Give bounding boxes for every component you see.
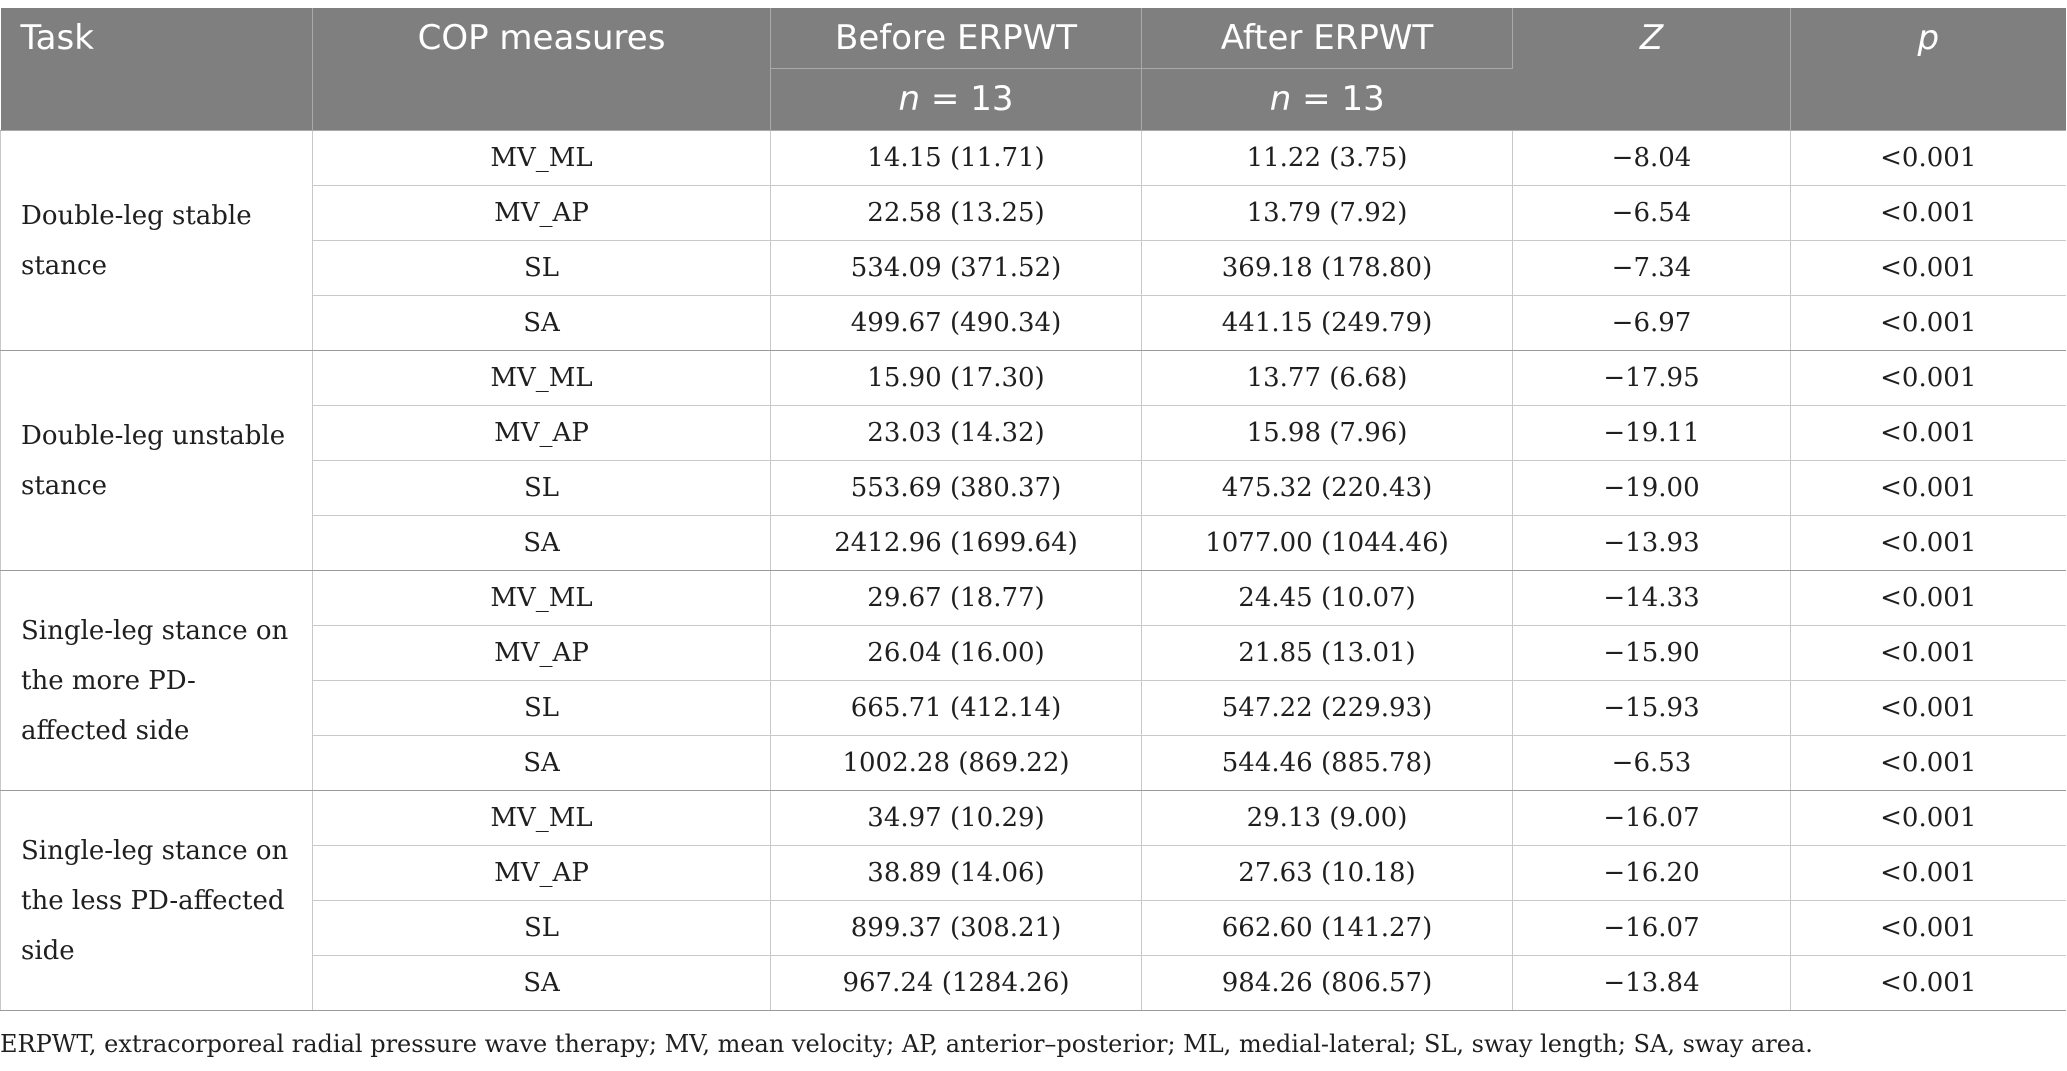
z-value-cell: −19.11: [1513, 406, 1791, 461]
after-value-cell: 369.18 (178.80): [1142, 241, 1513, 296]
header-cop-measures: COP measures: [313, 8, 771, 131]
before-value-cell: 553.69 (380.37): [771, 461, 1142, 516]
header-before-n: [771, 69, 1142, 131]
table-footnote: ERPWT, extracorporeal radial pressure wave therapy; MV, mean velocity; AP, anterior–posterior; ML, medial-lateral; SL, sway length; SA, sway area.: [0, 1030, 1813, 1058]
header-row-1: [1, 8, 2066, 69]
table-row: [1, 351, 2066, 406]
before-value-cell: 14.15 (11.71): [771, 131, 1142, 186]
cop-measure-cell: SA: [313, 516, 771, 571]
cop-measure-cell: SL: [313, 461, 771, 516]
header-before: Before ERPWT: [771, 8, 1142, 69]
before-value-cell: 899.37 (308.21): [771, 901, 1142, 956]
p-value-cell: <0.001: [1791, 901, 2066, 956]
table-row: [1, 131, 2066, 186]
z-value-cell: −6.54: [1513, 186, 1791, 241]
n-value: = 13: [920, 79, 1014, 119]
before-value-cell: 534.09 (371.52): [771, 241, 1142, 296]
z-value-cell: −13.93: [1513, 516, 1791, 571]
z-value-cell: −16.07: [1513, 791, 1791, 846]
table-body: [1, 131, 2066, 1011]
p-value-cell: <0.001: [1791, 406, 2066, 461]
n-variable: n: [898, 79, 921, 119]
results-table: [0, 8, 2066, 1011]
n-value: = 13: [1291, 79, 1385, 119]
task-cell: Double-leg stable stance: [1, 131, 313, 351]
before-value-cell: 2412.96 (1699.64): [771, 516, 1142, 571]
cop-measure-cell: MV_AP: [313, 626, 771, 681]
z-value-cell: −17.95: [1513, 351, 1791, 406]
p-value-cell: <0.001: [1791, 736, 2066, 791]
after-value-cell: 475.32 (220.43): [1142, 461, 1513, 516]
cop-measure-cell: SA: [313, 956, 771, 1011]
task-cell: Single-leg stance on the more PD-affected side: [1, 571, 313, 791]
cop-measure-cell: SL: [313, 901, 771, 956]
cop-measure-cell: MV_ML: [313, 571, 771, 626]
header-after: After ERPWT: [1142, 8, 1513, 69]
after-value-cell: 441.15 (249.79): [1142, 296, 1513, 351]
p-value-cell: <0.001: [1791, 186, 2066, 241]
p-value-cell: <0.001: [1791, 956, 2066, 1011]
header-task: Task: [1, 8, 313, 131]
p-value-cell: <0.001: [1791, 461, 2066, 516]
z-value-cell: −16.07: [1513, 901, 1791, 956]
before-value-cell: 665.71 (412.14): [771, 681, 1142, 736]
before-value-cell: 1002.28 (869.22): [771, 736, 1142, 791]
cop-measure-cell: SA: [313, 296, 771, 351]
p-value-cell: <0.001: [1791, 681, 2066, 736]
cop-measure-cell: MV_AP: [313, 186, 771, 241]
table-header: [1, 8, 2066, 131]
p-value-cell: <0.001: [1791, 516, 2066, 571]
z-value-cell: −15.90: [1513, 626, 1791, 681]
cop-measure-cell: SA: [313, 736, 771, 791]
cop-measure-cell: MV_AP: [313, 846, 771, 901]
p-value-cell: <0.001: [1791, 296, 2066, 351]
z-value-cell: −13.84: [1513, 956, 1791, 1011]
p-value-cell: <0.001: [1791, 571, 2066, 626]
p-value-cell: <0.001: [1791, 846, 2066, 901]
after-value-cell: 15.98 (7.96): [1142, 406, 1513, 461]
after-value-cell: 13.79 (7.92): [1142, 186, 1513, 241]
task-cell: Single-leg stance on the less PD-affected side: [1, 791, 313, 1011]
table-row: [1, 791, 2066, 846]
after-value-cell: 13.77 (6.68): [1142, 351, 1513, 406]
header-z: Z: [1513, 8, 1791, 131]
after-value-cell: 662.60 (141.27): [1142, 901, 1513, 956]
cop-measure-cell: MV_ML: [313, 351, 771, 406]
p-value-cell: <0.001: [1791, 351, 2066, 406]
n-variable: n: [1269, 79, 1292, 119]
before-value-cell: 499.67 (490.34): [771, 296, 1142, 351]
after-value-cell: 27.63 (10.18): [1142, 846, 1513, 901]
after-value-cell: 24.45 (10.07): [1142, 571, 1513, 626]
cop-measure-cell: SL: [313, 681, 771, 736]
table-row: [1, 571, 2066, 626]
p-value-cell: <0.001: [1791, 626, 2066, 681]
cop-measure-cell: SL: [313, 241, 771, 296]
results-table-container: [0, 8, 2067, 1011]
z-value-cell: −16.20: [1513, 846, 1791, 901]
cop-measure-cell: MV_ML: [313, 131, 771, 186]
z-value-cell: −19.00: [1513, 461, 1791, 516]
before-value-cell: 34.97 (10.29): [771, 791, 1142, 846]
after-value-cell: 547.22 (229.93): [1142, 681, 1513, 736]
cop-measure-cell: MV_AP: [313, 406, 771, 461]
after-value-cell: 544.46 (885.78): [1142, 736, 1513, 791]
after-value-cell: 11.22 (3.75): [1142, 131, 1513, 186]
z-value-cell: −6.53: [1513, 736, 1791, 791]
z-value-cell: −14.33: [1513, 571, 1791, 626]
cop-measure-cell: MV_ML: [313, 791, 771, 846]
before-value-cell: 29.67 (18.77): [771, 571, 1142, 626]
before-value-cell: 22.58 (13.25): [771, 186, 1142, 241]
p-value-cell: <0.001: [1791, 241, 2066, 296]
after-value-cell: 21.85 (13.01): [1142, 626, 1513, 681]
z-value-cell: −6.97: [1513, 296, 1791, 351]
after-value-cell: 29.13 (9.00): [1142, 791, 1513, 846]
p-value-cell: <0.001: [1791, 791, 2066, 846]
before-value-cell: 15.90 (17.30): [771, 351, 1142, 406]
z-value-cell: −15.93: [1513, 681, 1791, 736]
after-value-cell: 1077.00 (1044.46): [1142, 516, 1513, 571]
before-value-cell: 26.04 (16.00): [771, 626, 1142, 681]
header-after-n: [1142, 69, 1513, 131]
task-cell: Double-leg unstable stance: [1, 351, 313, 571]
before-value-cell: 38.89 (14.06): [771, 846, 1142, 901]
p-value-cell: <0.001: [1791, 131, 2066, 186]
z-value-cell: −7.34: [1513, 241, 1791, 296]
after-value-cell: 984.26 (806.57): [1142, 956, 1513, 1011]
before-value-cell: 967.24 (1284.26): [771, 956, 1142, 1011]
before-value-cell: 23.03 (14.32): [771, 406, 1142, 461]
z-value-cell: −8.04: [1513, 131, 1791, 186]
header-p: p: [1791, 8, 2066, 131]
